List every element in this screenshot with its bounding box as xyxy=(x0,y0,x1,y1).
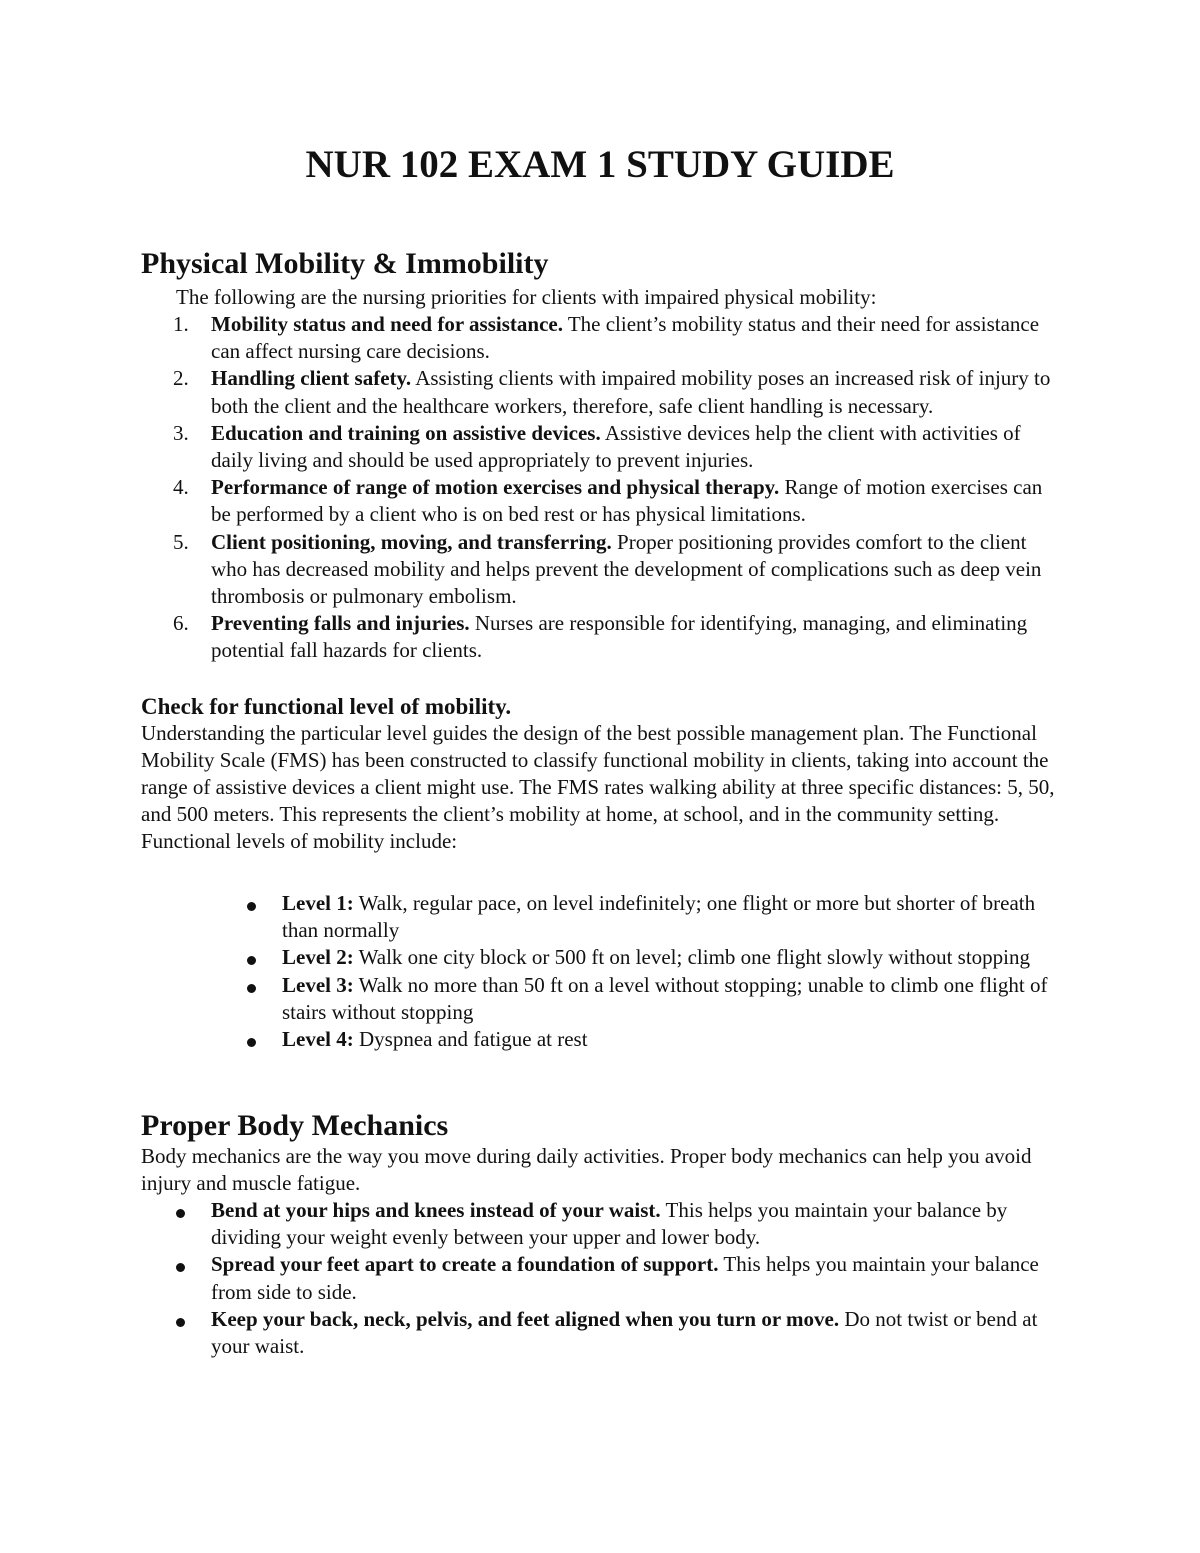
list-item xyxy=(141,420,1061,474)
list-item-text: The client’s mobility status and their need for assistance can affect nursing care decisions. xyxy=(211,312,1040,364)
list-item-lead: Performance of range of motion exercises and physical therapy. xyxy=(211,475,780,500)
list-item xyxy=(141,972,1071,1026)
bullet-icon xyxy=(247,1038,256,1047)
list-item-lead: Mobility status and need for assistance. xyxy=(211,312,563,336)
list-item xyxy=(141,890,1071,944)
list-item-text: Walk, regular pace, on level indefinitely; one flight or more but shorter of breath than normally xyxy=(282,891,1036,943)
list-item-lead: Keep your back, neck, pelvis, and feet aligned when you turn or move. xyxy=(211,1306,840,1331)
list-item xyxy=(141,529,1061,611)
list-item-lead: Level 3: xyxy=(282,972,354,997)
list-item-lead: Education and training on assistive devices. xyxy=(211,420,601,445)
page-title: NUR 102 EXAM 1 STUDY GUIDE xyxy=(305,143,895,186)
list-item xyxy=(141,1251,1061,1305)
bullet-icon xyxy=(247,984,256,993)
list-number: 3. xyxy=(173,420,189,445)
section-heading-mobility: Physical Mobility & Immobility xyxy=(141,247,549,280)
list-item-lead: Handling client safety. xyxy=(211,366,412,391)
list-item xyxy=(141,311,1061,365)
bullet-icon xyxy=(176,1209,185,1218)
list-item-text: Nurses are responsible for identifying, managing, and eliminating potential fall hazards for clients. xyxy=(211,611,1028,663)
list-item-text: Range of motion exercises can be performed by a client who is on bed rest or has physical limitations. xyxy=(211,475,1043,527)
list-item-text: Walk one city block or 500 ft on level; climb one flight slowly without stopping xyxy=(353,945,1030,970)
list-item-text: Proper positioning provides comfort to the client who has decreased mobility and helps prevent the development of complications such as deep vein thrombosis or pulmonary embolism. xyxy=(211,529,1042,609)
functional-body: Understanding the particular level guides the design of the best possible management plan. The Functional Mobility Scale (FMS) has been constructed to classify functional mobility in clients, taking into account the range of assistive devices a client might use. The FMS rates walking ability at three specific distances: 5, 50, and 500 meters. This represents the client’s mobility at home, at school, and in the community setting. Functional levels of mobility include: xyxy=(141,721,1055,853)
list-number: 1. xyxy=(173,312,189,336)
priorities-list xyxy=(141,311,1061,665)
list-item-lead: Level 4: xyxy=(282,1027,354,1052)
levels-list xyxy=(141,890,1071,1053)
list-number: 4. xyxy=(173,475,189,500)
bullet-icon xyxy=(247,956,256,965)
list-item-text: Dyspnea and fatigue at rest xyxy=(353,1027,588,1052)
list-item-text: Do not twist or bend at your waist. xyxy=(211,1306,1038,1359)
list-item xyxy=(141,610,1061,664)
mobility-intro: The following are the nursing priorities for clients with impaired physical mobility: xyxy=(176,285,877,309)
sub-heading-functional-level: Check for functional level of mobility. xyxy=(141,694,512,719)
list-item-text: Assisting clients with impaired mobility poses an increased risk of injury to both the client and the healthcare workers, therefore, safe client handling is necessary. xyxy=(211,366,1051,418)
list-item-text: Walk no more than 50 ft on a level without stopping; unable to climb one flight of stairs without stopping xyxy=(282,972,1048,1024)
list-item-lead: Client positioning, moving, and transferring. xyxy=(211,529,612,554)
list-item xyxy=(141,944,1071,971)
list-item-lead: Level 1: xyxy=(282,891,354,915)
bullet-icon xyxy=(176,1318,185,1327)
list-item-text: This helps you maintain your balance by dividing your weight evenly between your upper and lower body. xyxy=(211,1198,1008,1250)
list-item xyxy=(141,365,1061,419)
list-number: 6. xyxy=(173,611,189,636)
section-heading-body-mechanics: Proper Body Mechanics xyxy=(141,1109,449,1142)
list-item xyxy=(141,1306,1061,1360)
list-item-lead: Level 2: xyxy=(282,945,354,970)
list-item xyxy=(141,1026,1071,1053)
mechanics-intro: Body mechanics are the way you move during daily activities. Proper body mechanics can help you avoid injury and muscle fatigue. xyxy=(141,1144,1032,1195)
list-item-text: This helps you maintain your balance from side to side. xyxy=(211,1252,1039,1304)
list-number: 5. xyxy=(173,529,189,554)
list-item-lead: Preventing falls and injuries. xyxy=(211,611,470,636)
list-item xyxy=(141,1197,1061,1251)
list-item-lead: Spread your feet apart to create a foundation of support. xyxy=(211,1252,719,1277)
list-item-text: Assistive devices help the client with activities of daily living and should be used appropriately to prevent injuries. xyxy=(211,420,1021,473)
mechanics-list xyxy=(141,1197,1061,1360)
list-item xyxy=(141,474,1061,528)
list-item-lead: Bend at your hips and knees instead of your waist. xyxy=(211,1198,661,1222)
bullet-icon xyxy=(247,902,256,911)
list-number: 2. xyxy=(173,366,189,391)
bullet-icon xyxy=(176,1263,185,1272)
